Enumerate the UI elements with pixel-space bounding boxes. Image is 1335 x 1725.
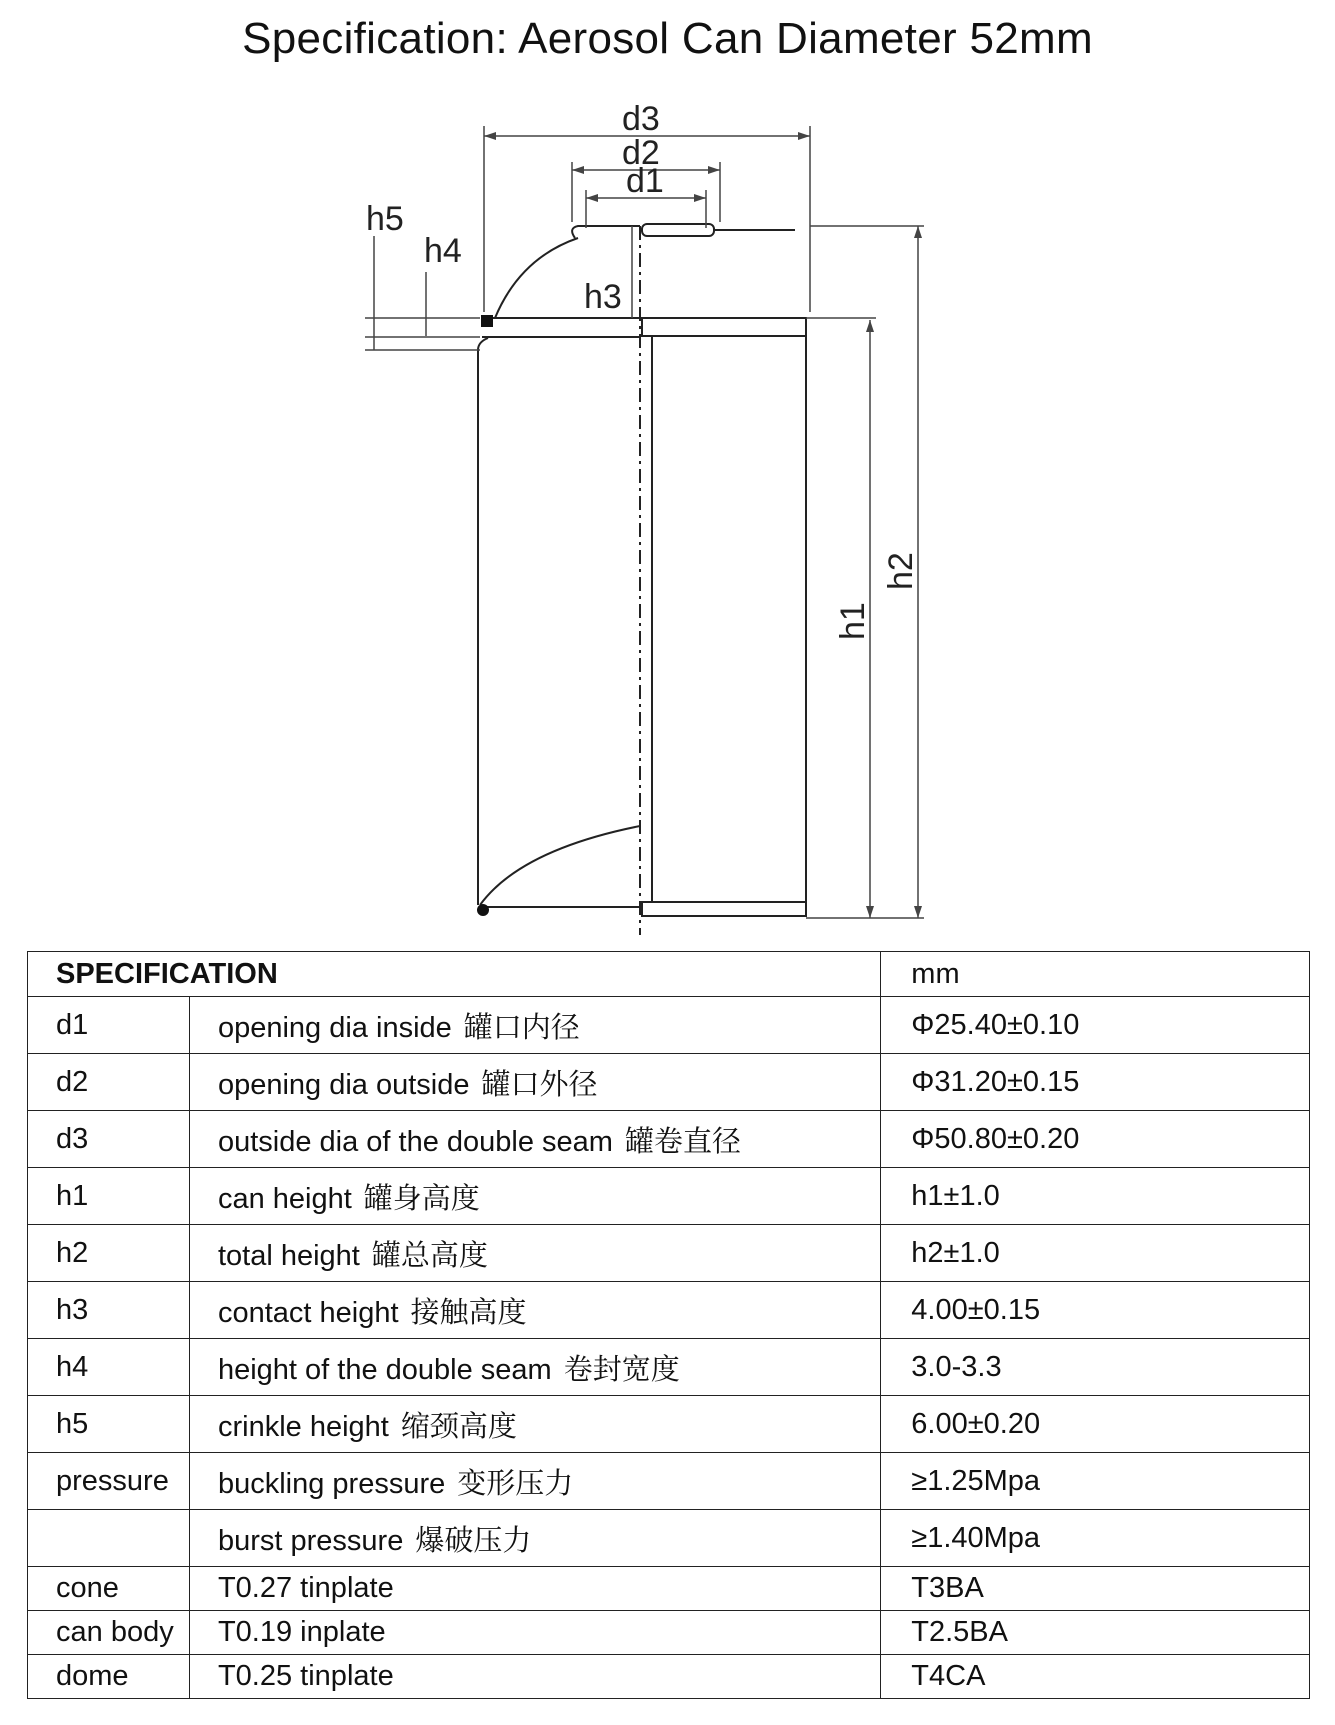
opening-curl-section	[642, 224, 714, 236]
description-cell	[189, 1396, 880, 1453]
value-cell: Φ25.40±0.10	[881, 997, 1310, 1054]
symbol-cell: h2	[28, 1225, 190, 1282]
description-zh: 爆破压力	[415, 1522, 532, 1557]
value-cell: h1±1.0	[881, 1168, 1310, 1225]
table-row	[28, 1111, 1310, 1168]
h4-label: h4	[424, 232, 462, 270]
table-header-row	[28, 952, 1310, 997]
table-row	[28, 1282, 1310, 1339]
material-cell: T0.25 tinplate	[189, 1655, 880, 1699]
h1-label: h1	[834, 602, 872, 640]
symbol-cell: d2	[28, 1054, 190, 1111]
symbol-cell: h4	[28, 1339, 190, 1396]
h2-label: h2	[882, 552, 920, 590]
opening-curl	[572, 226, 640, 238]
description-zh: 变形压力	[457, 1465, 574, 1500]
symbol-cell: pressure	[28, 1453, 190, 1510]
value-cell: h2±1.0	[881, 1225, 1310, 1282]
table-row	[28, 1510, 1310, 1567]
value-cell: ≥1.40Mpa	[881, 1510, 1310, 1567]
symbol-cell: h1	[28, 1168, 190, 1225]
symbol-cell: h5	[28, 1396, 190, 1453]
description-cell	[189, 1510, 880, 1567]
table-row	[28, 1168, 1310, 1225]
specification-table	[27, 951, 1310, 1699]
description-cell	[189, 997, 880, 1054]
part-cell: dome	[28, 1655, 190, 1699]
value-cell: 3.0-3.3	[881, 1339, 1310, 1396]
material-cell: T0.19 inplate	[189, 1611, 880, 1655]
description-cell	[189, 1111, 880, 1168]
description-cell	[189, 1168, 880, 1225]
description-cell	[189, 1225, 880, 1282]
spec-header-label: SPECIFICATION	[56, 957, 278, 990]
grade-cell: T2.5BA	[881, 1611, 1310, 1655]
description-en: burst pressure	[217, 1524, 404, 1557]
table-row	[28, 1453, 1310, 1510]
table-row	[28, 1339, 1310, 1396]
table-row	[28, 1225, 1310, 1282]
grade-cell: T3BA	[881, 1567, 1310, 1611]
description-cell	[189, 1054, 880, 1111]
table-row	[28, 1054, 1310, 1111]
grade-cell: T4CA	[881, 1655, 1310, 1699]
description-zh: 卷封宽度	[563, 1351, 680, 1386]
material-row	[28, 1611, 1310, 1655]
material-row	[28, 1567, 1310, 1611]
bottom-seam-section	[642, 902, 806, 916]
description-zh: 缩颈高度	[400, 1408, 517, 1443]
bottom-seam-mark	[477, 904, 489, 916]
cone-arc	[495, 238, 578, 318]
material-row	[28, 1655, 1310, 1699]
description-en: outside dia of the double seam	[217, 1125, 613, 1158]
value-cell: Φ50.80±0.20	[881, 1111, 1310, 1168]
symbol-cell: h3	[28, 1282, 190, 1339]
d1-label: d1	[626, 162, 664, 200]
description-zh: 罐口内径	[463, 1009, 580, 1044]
top-seam-mark	[481, 315, 493, 327]
description-zh: 罐卷直径	[624, 1123, 741, 1158]
table-row	[28, 997, 1310, 1054]
description-en: contact height	[217, 1296, 399, 1329]
h3-label: h3	[584, 278, 622, 316]
material-cell: T0.27 tinplate	[189, 1567, 880, 1611]
description-en: opening dia inside	[217, 1011, 452, 1044]
description-en: buckling pressure	[217, 1467, 446, 1500]
page-title: Specification: Aerosol Can Diameter 52mm	[242, 14, 1093, 63]
part-cell: can body	[28, 1611, 190, 1655]
description-en: opening dia outside	[217, 1068, 470, 1101]
d3-label: d3	[622, 100, 660, 138]
description-zh: 罐口外径	[481, 1066, 598, 1101]
description-zh: 接触高度	[410, 1294, 527, 1329]
symbol-cell: d1	[28, 997, 190, 1054]
symbol-cell: d3	[28, 1111, 190, 1168]
description-zh: 罐总高度	[371, 1237, 488, 1272]
h5-label: h5	[366, 200, 404, 238]
table-row	[28, 1396, 1310, 1453]
value-cell: ≥1.25Mpa	[881, 1453, 1310, 1510]
d2-label: d2	[622, 134, 660, 172]
bottom-dome-arc	[480, 826, 640, 905]
value-cell: 6.00±0.20	[881, 1396, 1310, 1453]
part-cell: cone	[28, 1567, 190, 1611]
description-en: height of the double seam	[217, 1353, 552, 1386]
description-cell	[189, 1339, 880, 1396]
unit-header: mm	[911, 957, 960, 990]
description-en: crinkle height	[217, 1410, 389, 1443]
description-en: can height	[217, 1182, 352, 1215]
description-cell	[189, 1453, 880, 1510]
value-cell: Φ31.20±0.15	[881, 1054, 1310, 1111]
description-zh: 罐身高度	[363, 1180, 480, 1215]
body-neck	[478, 338, 488, 350]
description-cell	[189, 1282, 880, 1339]
description-en: total height	[217, 1239, 360, 1272]
value-cell: 4.00±0.15	[881, 1282, 1310, 1339]
top-seam-section	[642, 318, 806, 336]
symbol-cell	[28, 1510, 190, 1567]
